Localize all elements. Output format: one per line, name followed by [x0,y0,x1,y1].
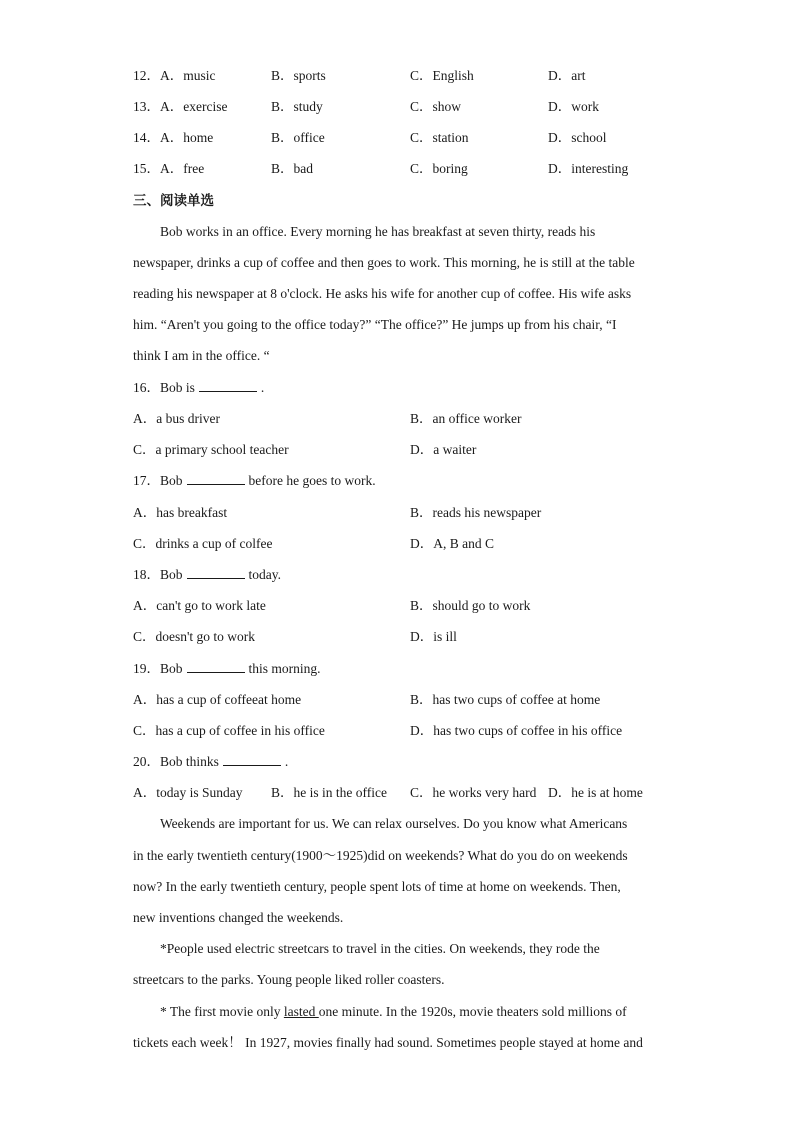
option-b: B．has two cups of coffee at home [410,692,601,707]
option-a: A．today is Sunday [133,785,243,800]
section-title: 三、阅读单选 [133,193,214,209]
passage-line: now? In the early twentieth century, people spent lots of time at home on weekends. Then, [133,879,621,894]
passage-line: * The first movie only lasted one minute. In the 1920s, movie theaters sold millions of [160,1004,627,1019]
option-a: A．has breakfast [133,505,228,520]
question-number-12: 12．A．music [133,68,216,83]
answer-blank [187,472,245,485]
question-stem-18: 18．Bob today. [133,567,282,582]
answer-blank [199,379,257,392]
answer-blank [187,566,245,579]
option-d: D．interesting [548,161,629,176]
passage-line: tickets each week！ In 1927, movies finally had sound. Sometimes people stayed at home and [133,1035,643,1050]
option-b: B．bad [271,161,313,176]
question-number-14: 14．A．home [133,130,214,145]
answer-blank [187,660,245,673]
question-stem-19: 19．Bob this morning. [133,661,321,676]
underlined-word: lasted [283,1004,319,1019]
option-b: B．reads his newspaper [410,505,542,520]
option-b: B．an office worker [410,411,522,426]
passage-line: new inventions changed the weekends. [133,910,344,925]
option-a: A．can't go to work late [133,598,266,613]
option-b: B．office [271,130,325,145]
option-c: C．English [410,68,474,83]
question-number-13: 13．A．exercise [133,99,228,114]
question-stem-16: 16．Bob is . [133,380,265,395]
passage-line: Bob works in an office. Every morning he has breakfast at seven thirty, reads his [160,224,596,239]
option-d: D．work [548,99,599,114]
passage-line: in the early twentieth century(1900～1925)did on weekends? What do you do on weekends [133,848,628,863]
option-c: C．a primary school teacher [133,442,289,457]
option-b: B．study [271,99,323,114]
option-a: A．has a cup of coffeeat home [133,692,302,707]
option-d: D．he is at home [548,785,643,800]
option-b: B．he is in the office [271,785,387,800]
option-d: D．school [548,130,607,145]
question-stem-20: 20．Bob thinks . [133,754,289,769]
option-c: C．show [410,99,462,114]
passage-line: think I am in the office. “ [133,348,270,363]
option-d: D．has two cups of coffee in his office [410,723,623,738]
option-d: D．a waiter [410,442,477,457]
passage-line: reading his newspaper at 8 o'clock. He asks his wife for another cup of coffee. His wife asks [133,286,632,301]
passage-line: *People used electric streetcars to travel in the cities. On weekends, they rode the [160,941,600,956]
option-c: C．drinks a cup of colfee [133,536,273,551]
passage-line: him. “Aren't you going to the office today?” “The office?” He jumps up from his chair, “I [133,317,617,332]
passage-line: Weekends are important for us. We can relax ourselves. Do you know what Americans [160,816,628,831]
option-c: C．boring [410,161,468,176]
passage-line: newspaper, drinks a cup of coffee and then goes to work. This morning, he is still at the table [133,255,635,270]
option-d: D．A, B and C [410,536,494,551]
answer-blank [223,753,281,766]
option-c: C．station [410,130,469,145]
option-d: D．art [548,68,586,83]
question-stem-17: 17．Bob before he goes to work. [133,473,376,488]
option-c: C．he works very hard [410,785,537,800]
option-c: C．has a cup of coffee in his office [133,723,325,738]
option-c: C．doesn't go to work [133,629,256,644]
question-number-15: 15．A．free [133,161,205,176]
passage-line: streetcars to the parks. Young people liked roller coasters. [133,972,445,987]
option-b: B．sports [271,68,326,83]
option-b: B．should go to work [410,598,531,613]
option-a: A．a bus driver [133,411,220,426]
option-d: D．is ill [410,629,457,644]
